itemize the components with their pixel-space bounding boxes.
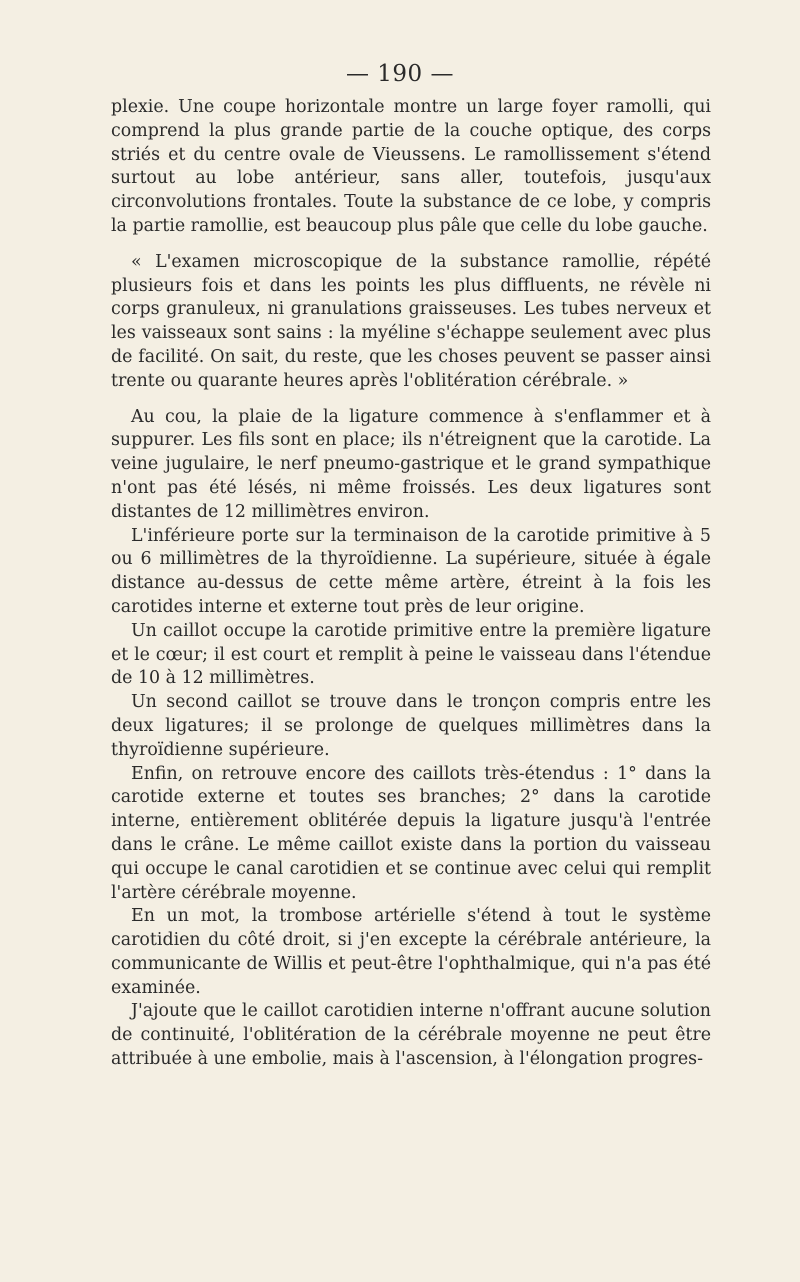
paragraph-conclusion: J'ajoute que le caillot carotidien interne n'offrant aucune solution de continuité, l'oblitération de la cérébrale moyenne ne peut être attribuée à une embolie, mais à l'ascension, à l'élongation progres- xyxy=(111,1001,711,1070)
paragraph-continuation: plexie. Une coupe horizontale montre un large foyer ramolli, qui comprend la plus grande partie de la couche optique, des corps striés et du centre ovale de Vieussens. Le ramollissement s'étend surtout au lobe antérieur, sans aller, toutefois, jusqu'aux circonvolutions frontales. Toute la substance de ce lobe, y compris la partie ramollie, est beaucoup plus pâle que celle du lobe gauche. xyxy=(111,97,711,236)
page-body xyxy=(111,96,711,1072)
paragraph-thrombosis-summary: En un mot, la trombose artérielle s'étend à tout le système carotidien du côté droit, si j'en excepte la cérébrale antérieure, la communicante de Willis et peut-être l'ophthalmique, qui n'a pas été examinée. xyxy=(111,906,711,998)
paragraph-extended-clots: Enfin, on retrouve encore des caillots très-étendus : 1° dans la carotide externe et toutes ses branches; 2° dans la carotide interne, entièrement oblitérée depuis la ligature jusqu'à l'entrée dans le crâne. Le même caillot existe dans la portion du vaisseau qui occupe le canal carotidien et se continue avec celui qui remplit l'artère cérébrale moyenne. xyxy=(111,763,711,903)
paragraph-first-clot: Un caillot occupe la carotide primitive entre la première ligature et le cœur; il est court et remplit à peine le vaisseau dans l'étendue de 10 à 12 millimètres. xyxy=(111,620,711,689)
page-number: — 190 — xyxy=(345,61,455,87)
paragraph-lower-ligature: L'inférieure porte sur la terminaison de la carotide primitive à 5 ou 6 millimètres de la thyroïdienne. La supérieure, située à égale distance au-dessus de cette même artère, étreint à la fois les carotides interne et externe tout près de leur origine. xyxy=(111,525,711,617)
paragraph-second-clot: Un second caillot se trouve dans le tronçon compris entre les deux ligatures; il se prolonge de quelques millimètres dans la thyroïdienne supérieure. xyxy=(111,692,711,760)
paragraph-microscopic-exam: « L'examen microscopique de la substance ramollie, répété plusieurs fois et dans les points les plus diffluents, ne révèle ni corps granuleux, ni granulations graisseuses. Les tubes nerveux et les vaisseaux sont sains : la myéline s'échappe seulement avec plus de facilité. On sait, du reste, que les choses peuvent se passer ainsi trente ou quarante heures après l'oblitération cérébrale. » xyxy=(111,251,711,391)
paragraph-neck-wound: Au cou, la plaie de la ligature commence à s'enflammer et à suppurer. Les fils sont en place; ils n'étreignent que la carotide. La veine jugulaire, le nerf pneumo-gastrique et le grand sympathique n'ont pas été lésés, ni même froissés. Les deux ligatures sont distantes de 12 millimètres environ. xyxy=(111,406,711,522)
